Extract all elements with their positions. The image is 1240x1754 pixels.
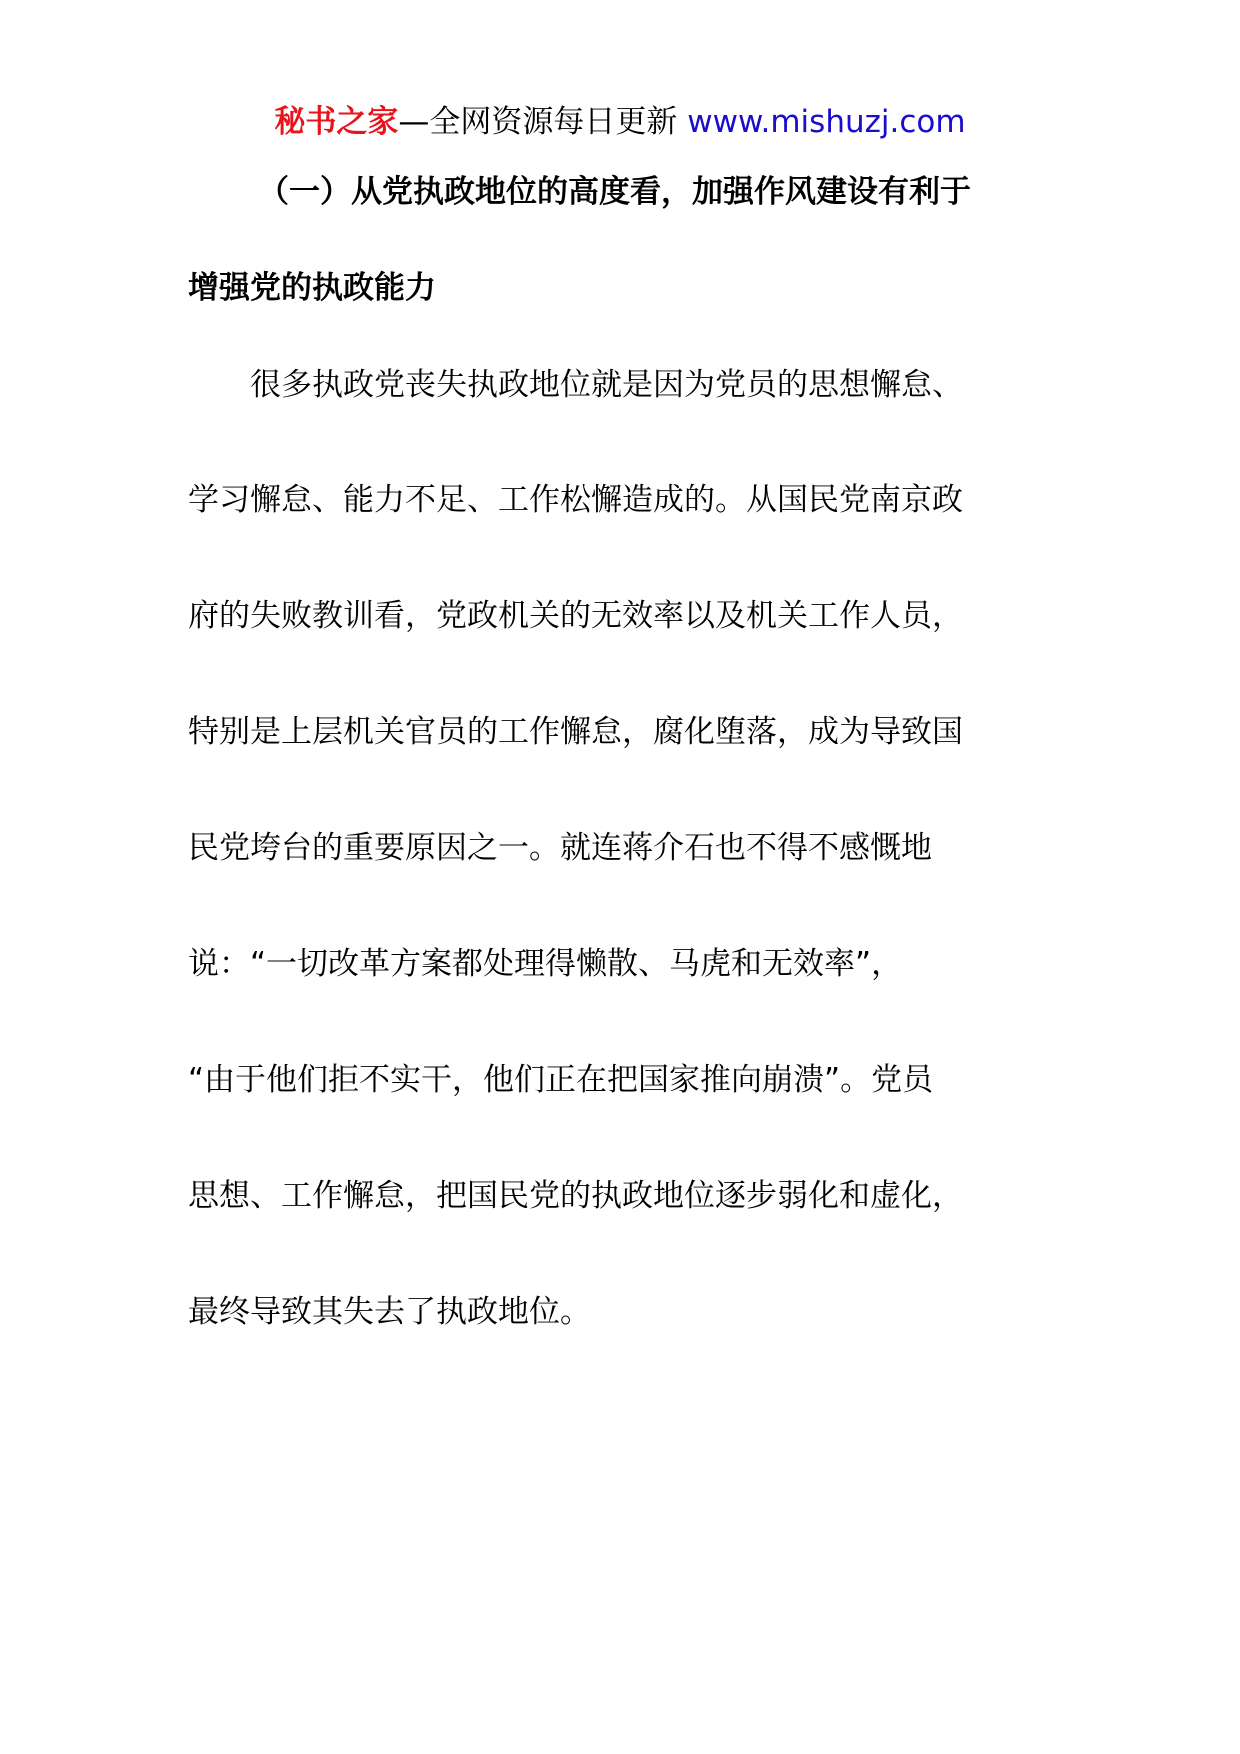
page-header [0, 100, 1240, 144]
paragraph-line: 说：“一切改革方案都处理得懒散、马虎和无效率”， [188, 946, 903, 982]
section-heading-line-2: 增强党的执政能力 [188, 270, 436, 306]
header-site-link[interactable]: www.mishuzj.com [687, 104, 966, 140]
paragraph-line: 府的失败教训看，党政机关的无效率以及机关工作人员， [188, 598, 963, 634]
paragraph-line: 最终导致其失去了执政地位。 [188, 1294, 591, 1330]
paragraph-line: 思想、工作懈怠，把国民党的执政地位逐步弱化和虚化， [188, 1178, 963, 1214]
paragraph-line: 学习懈怠、能力不足、工作松懈造成的。从国民党南京政 [188, 482, 963, 518]
paragraph-line: 民党垮台的重要原因之一。就连蒋介石也不得不感慨地 [188, 830, 932, 866]
section-heading-line-1: （一）从党执政地位的高度看，加强作风建设有利于 [258, 174, 971, 210]
header-tagline: —全网资源每日更新 [398, 104, 688, 140]
paragraph-line: 特别是上层机关官员的工作懈怠，腐化堕落，成为导致国 [188, 714, 963, 750]
paragraph-line: 很多执政党丧失执政地位就是因为党员的思想懈怠、 [188, 367, 963, 403]
paragraph-line: “由于他们拒不实干，他们正在把国家推向崩溃”。党员 [188, 1062, 934, 1098]
header-brand: 秘书之家 [274, 104, 399, 140]
